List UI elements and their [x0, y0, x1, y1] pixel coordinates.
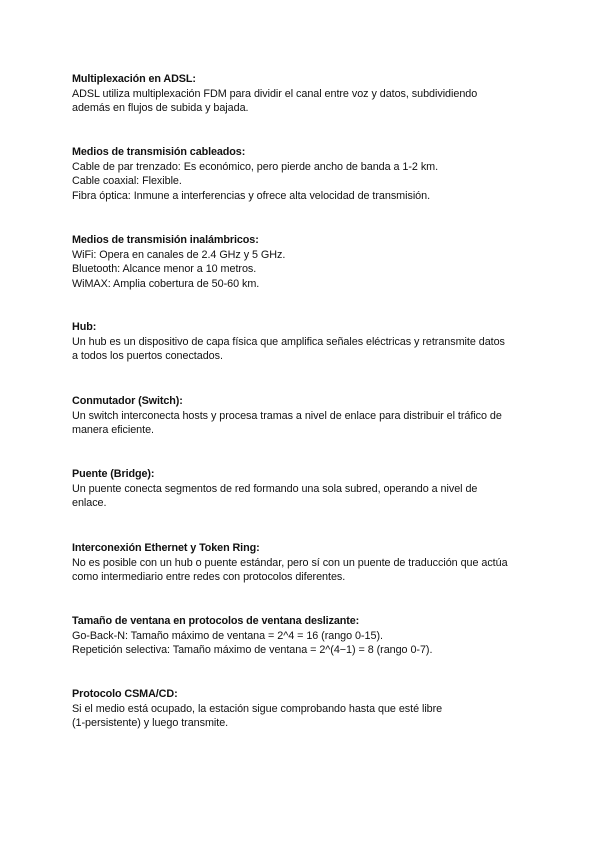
section-switch [72, 394, 502, 438]
section-text-line: Bluetooth: Alcance menor a 10 metros. [72, 263, 257, 275]
section-hub [72, 320, 505, 364]
section-text-line: WiFi: Opera en canales de 2.4 GHz y 5 GHz. [72, 248, 286, 261]
section-text-line: a todos los puertos conectados. [72, 350, 223, 362]
section-text-line: Si el medio está ocupado, la estación sigue comprobando hasta que esté libre [72, 702, 443, 715]
section-heading: Interconexión Ethernet y Token Ring: [72, 542, 260, 554]
section-sliding-window [72, 614, 432, 658]
section-bridge [72, 467, 477, 511]
section-heading: Tamaño de ventana en protocolos de ventana deslizante: [72, 615, 360, 627]
section-heading: Hub: [72, 321, 97, 333]
section-text-line: Un hub es un dispositivo de capa física que amplifica señales eléctricas y retransmite datos [72, 335, 505, 348]
section-ethernet-token-ring [72, 541, 508, 585]
section-heading: Protocolo CSMA/CD: [72, 688, 178, 700]
section-heading: Conmutador (Switch): [72, 395, 183, 407]
section-text-line: No es posible con un hub o puente estándar, pero sí con un puente de traducción que actúa [72, 556, 508, 569]
section-heading: Puente (Bridge): [72, 468, 155, 480]
section-text-line: manera eficiente. [72, 424, 154, 436]
section-text-line: Fibra óptica: Inmune a interferencias y ofrece alta velocidad de transmisión. [72, 189, 431, 202]
section-heading: Multiplexación en ADSL: [72, 73, 196, 85]
section-wireless-media [72, 233, 285, 291]
section-text-line: Un switch interconecta hosts y procesa tramas a nivel de enlace para distribuir el tráfico de [72, 409, 502, 422]
section-text-line: ADSL utiliza multiplexación FDM para dividir el canal entre voz y datos, subdividiendo [72, 87, 478, 100]
section-heading: Medios de transmisión cableados: [72, 146, 246, 158]
section-adsl [72, 72, 477, 116]
section-text-line: Un puente conecta segmentos de red formando una sola subred, operando a nivel de [72, 482, 478, 495]
section-text-line: WiMAX: Amplia cobertura de 50-60 km. [72, 277, 260, 290]
section-text-line: además en flujos de subida y bajada. [72, 102, 249, 114]
section-text-line: Go-Back-N: Tamaño máximo de ventana = 2^4 = 16 (rango 0-15). [72, 629, 383, 642]
section-text-line: Cable coaxial: Flexible. [72, 175, 182, 187]
section-text-line: Repetición selectiva: Tamaño máximo de ventana = 2^(4−1) = 8 (rango 0-7). [72, 644, 433, 656]
section-text-line: como intermediario entre redes con protocolos diferentes. [72, 571, 346, 583]
section-text-line: Cable de par trenzado: Es económico, pero pierde ancho de banda a 1-2 km. [72, 160, 439, 173]
section-text-line: (1-persistente) y luego transmite. [72, 717, 229, 729]
section-csma-cd [72, 687, 442, 731]
section-text-line: enlace. [72, 497, 107, 509]
section-wired-media [72, 145, 438, 203]
section-heading: Medios de transmisión inalámbricos: [72, 234, 259, 246]
